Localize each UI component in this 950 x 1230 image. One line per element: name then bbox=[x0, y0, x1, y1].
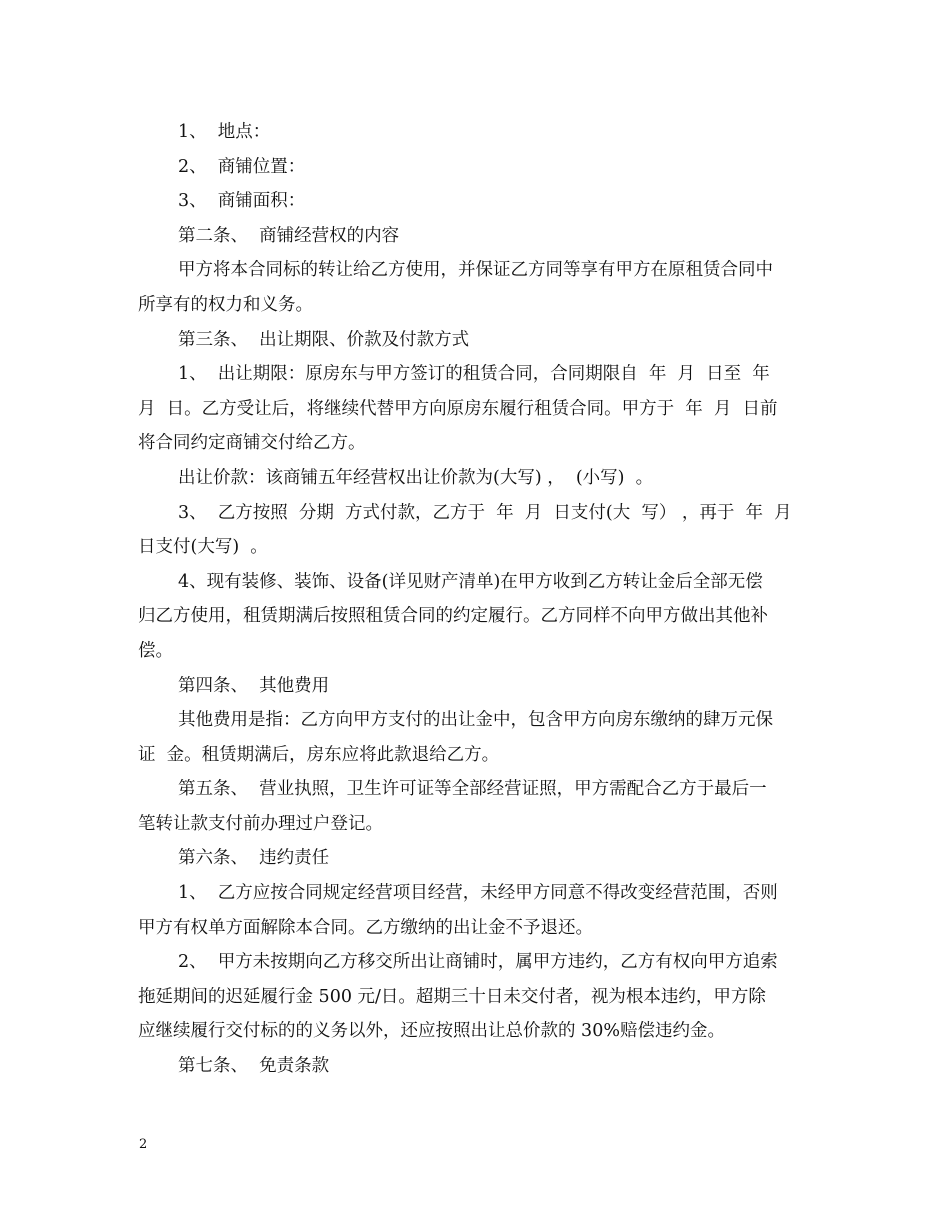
article-3-equipment-line-1: 4、现有装修、装饰、设备(详见财产清单)在甲方收到乙方转让金后全部无偿 bbox=[178, 571, 763, 592]
article-6-clause-2-line-1: 2、 甲方未按期向乙方移交所出让商铺时，属甲方违约，乙方有权向甲方追索 bbox=[178, 952, 778, 973]
article-6-heading: 第六条、 违约责任 bbox=[178, 848, 330, 869]
article-6-clause-1-line-1: 1、 乙方应按合同规定经营项目经营，未经甲方同意不得改变经营范围，否则 bbox=[178, 883, 778, 904]
article-3-term-line-2: 月 日。乙方受让后，将继续代替甲方向原房东履行租赁合同。甲方于 年 月 日前 bbox=[138, 398, 778, 419]
article-4-text-line-1: 其他费用是指：乙方向甲方支付的出让金中，包含甲方向房东缴纳的肆万元保 bbox=[178, 710, 773, 731]
article-4-text-line-2: 证 金。租赁期满后，房东应将此款退给乙方。 bbox=[138, 744, 500, 765]
article-5-text-line-2: 笔转让款支付前办理过户登记。 bbox=[138, 813, 383, 834]
article-3-term-line-1: 1、 出让期限：原房东与甲方签订的租赁合同，合同期限自 年 月 日至 年 bbox=[178, 364, 770, 385]
article-2-text-line-1: 甲方将本合同标的转让给乙方使用，并保证乙方同等享有甲方在原租赁合同中 bbox=[178, 260, 773, 281]
clause-shop-area: 3、 商铺面积： bbox=[178, 191, 306, 212]
clause-shop-position: 2、 商铺位置： bbox=[178, 156, 306, 177]
article-3-price: 出让价款：该商铺五年经营权出让价款为(大写) ， (小写) 。 bbox=[178, 467, 654, 488]
article-3-heading: 第三条、 出让期限、价款及付款方式 bbox=[178, 329, 470, 350]
clause-location: 1、 地点： bbox=[178, 122, 271, 142]
article-3-payment-line-2: 日支付(大写) 。 bbox=[138, 537, 268, 558]
article-6-clause-2-line-2: 拖延期间的迟延履行金 500 元/日。超期三十日未交付者，视为根本违约，甲方除 bbox=[138, 986, 766, 1007]
page-number: 2 bbox=[139, 1137, 148, 1152]
article-6-clause-2-line-3: 应继续履行交付标的的义务以外，还应按照出让总价款的 30%赔偿违约金。 bbox=[138, 1021, 725, 1042]
article-3-term-line-3: 将合同约定商铺交付给乙方。 bbox=[138, 433, 366, 454]
article-2-heading: 第二条、 商铺经营权的内容 bbox=[178, 225, 400, 246]
article-7-heading: 第七条、 免责条款 bbox=[178, 1056, 330, 1077]
article-6-clause-1-line-2: 甲方有权单方面解除本合同。乙方缴纳的出让金不予退还。 bbox=[138, 917, 593, 938]
article-4-heading: 第四条、 其他费用 bbox=[178, 675, 330, 696]
article-5-text-line-1: 第五条、 营业执照，卫生许可证等全部经营证照，甲方需配合乙方于最后一 bbox=[178, 779, 767, 800]
article-3-equipment-line-2: 归乙方使用，租赁期满后按照租赁合同的约定履行。乙方同样不向甲方做出其他补 bbox=[138, 606, 768, 627]
article-3-equipment-line-3: 偿。 bbox=[138, 640, 173, 661]
document-body bbox=[138, 115, 812, 1084]
article-3-payment-line-1: 3、 乙方按照 分期 方式付款，乙方于 年 月 日支付(大 写） ，再于 年 月 bbox=[178, 502, 792, 523]
article-2-text-line-2: 所享有的权力和义务。 bbox=[138, 294, 313, 315]
